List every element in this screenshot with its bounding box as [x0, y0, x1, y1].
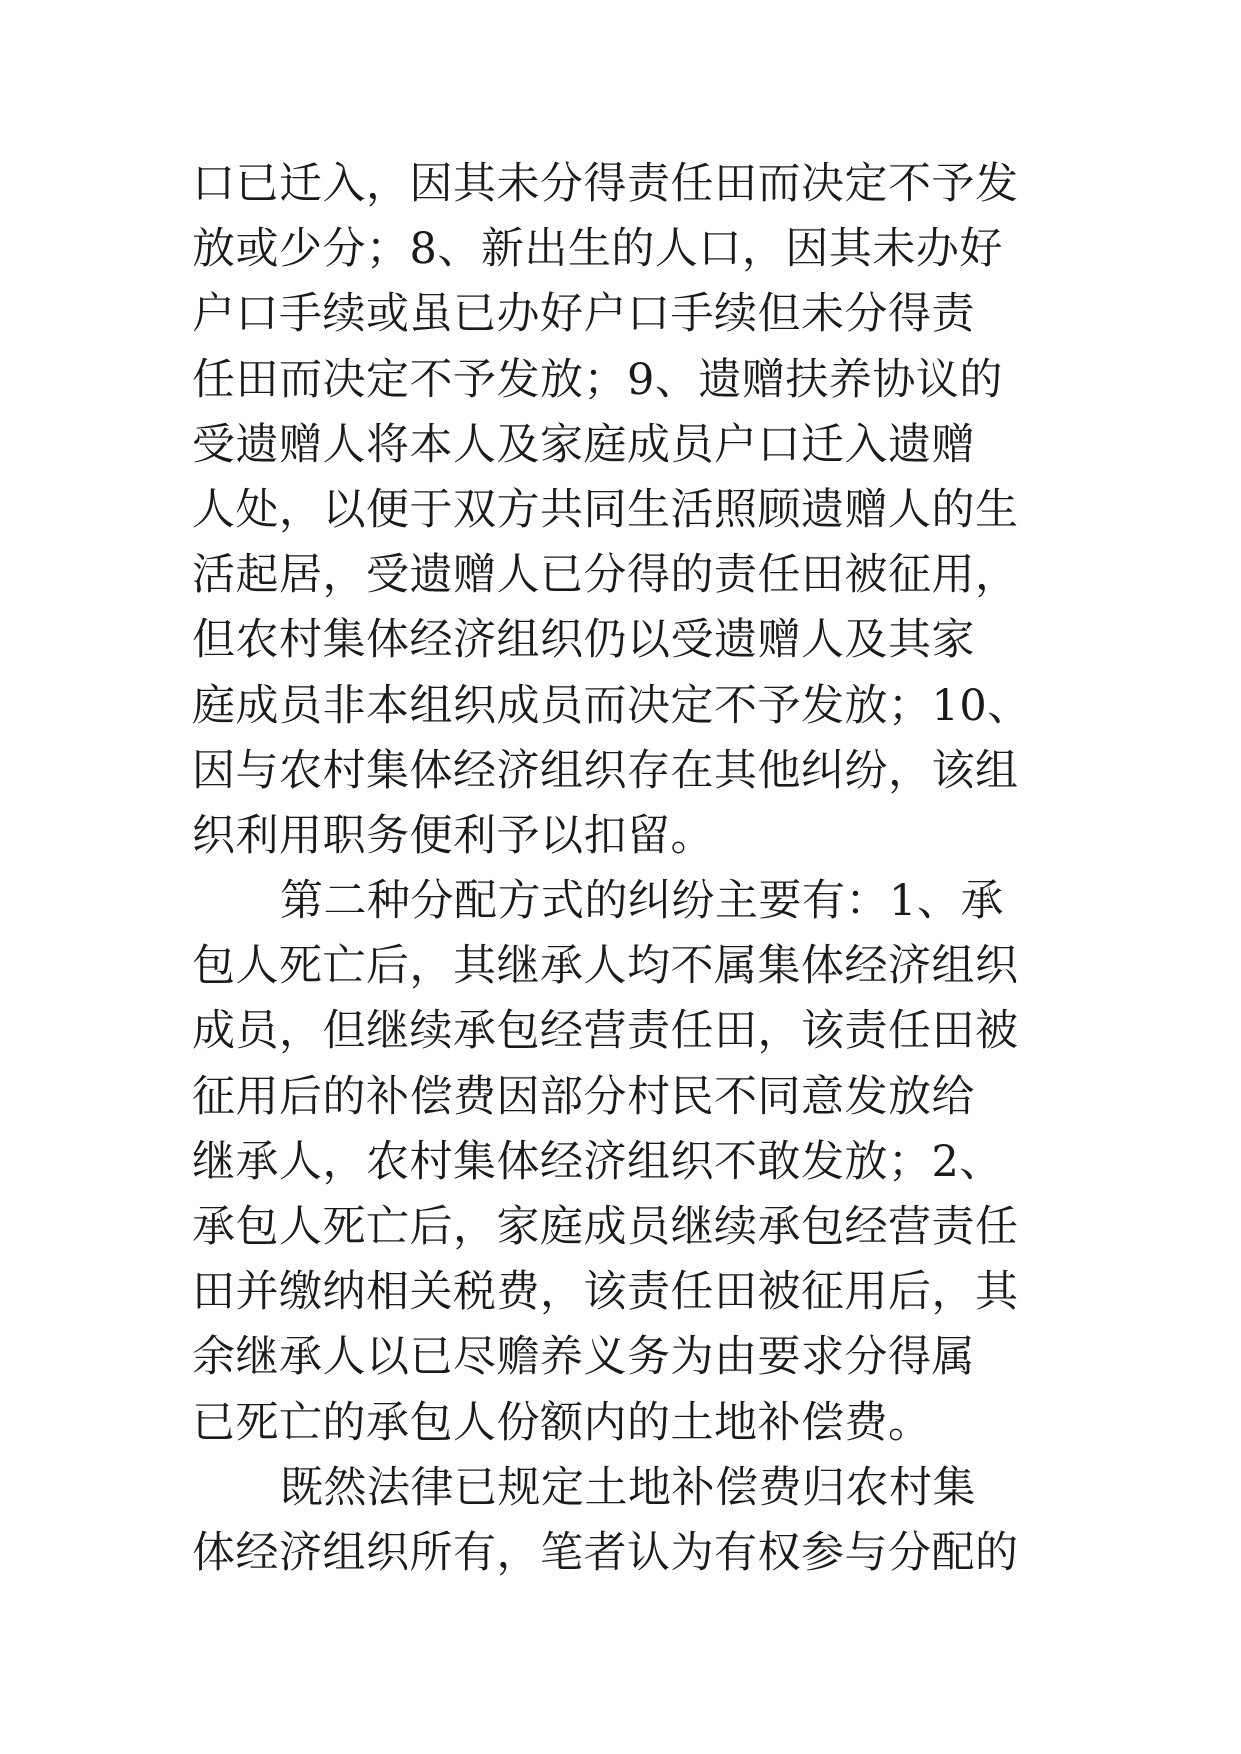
text-line: 体经济组织所有，笔者认为有权参与分配的 [192, 1527, 1019, 1578]
paragraph-start-line: 既然法律已规定土地补偿费归农村集 [280, 1462, 976, 1513]
text-line: 已死亡的承包人份额内的土地补偿费。 [192, 1397, 932, 1448]
text-line: 受遗赠人将本人及家庭成员户口迁入遗赠 [192, 419, 975, 470]
text-line: 活起居，受遗赠人已分得的责任田被征用， [192, 550, 1019, 601]
text-line: 但农村集体经济组织仍以受遗赠人及其家 [192, 615, 975, 666]
text-line: 余继承人以已尽赡养义务为由要求分得属 [192, 1332, 975, 1383]
text-line: 承包人死亡后，家庭成员继续承包经营责任 [192, 1202, 1019, 1252]
text-line: 放或少分；8、新出生的人口，因其未办好 [192, 224, 1003, 275]
text-line: 征用后的补偿费因部分村民不同意发放给 [192, 1071, 975, 1122]
text-line: 因与农村集体经济组织存在其他纠纷，该组 [192, 745, 1019, 796]
text-line: 人处，以便于双方共同生活照顾遗赠人的生 [192, 484, 1019, 535]
text-line: 成员，但继续承包经营责任田，该责任田被 [192, 1006, 1019, 1057]
text-line: 庭成员非本组织成员而决定不予发放；10、 [192, 680, 1031, 731]
text-line: 织利用职务便利予以扣留。 [192, 810, 714, 861]
text-line: 田并缴纳相关税费，该责任田被征用后，其 [192, 1267, 1019, 1318]
text-line: 包人死亡后，其继承人均不属集体经济组织 [192, 941, 1019, 992]
text-line: 户口手续或虽已办好户口手续但未分得责 [192, 289, 975, 340]
text-line: 口已迁入，因其未分得责任田而决定不予发 [192, 159, 1019, 209]
text-line: 任田而决定不予发放；9、遗赠扶养协议的 [192, 354, 1003, 405]
body-text [192, 152, 1092, 1586]
text-line: 继承人，农村集体经济组织不敢发放；2、 [192, 1136, 1003, 1187]
paragraph-start-line: 第二种分配方式的纠纷主要有：1、承 [280, 876, 1004, 927]
